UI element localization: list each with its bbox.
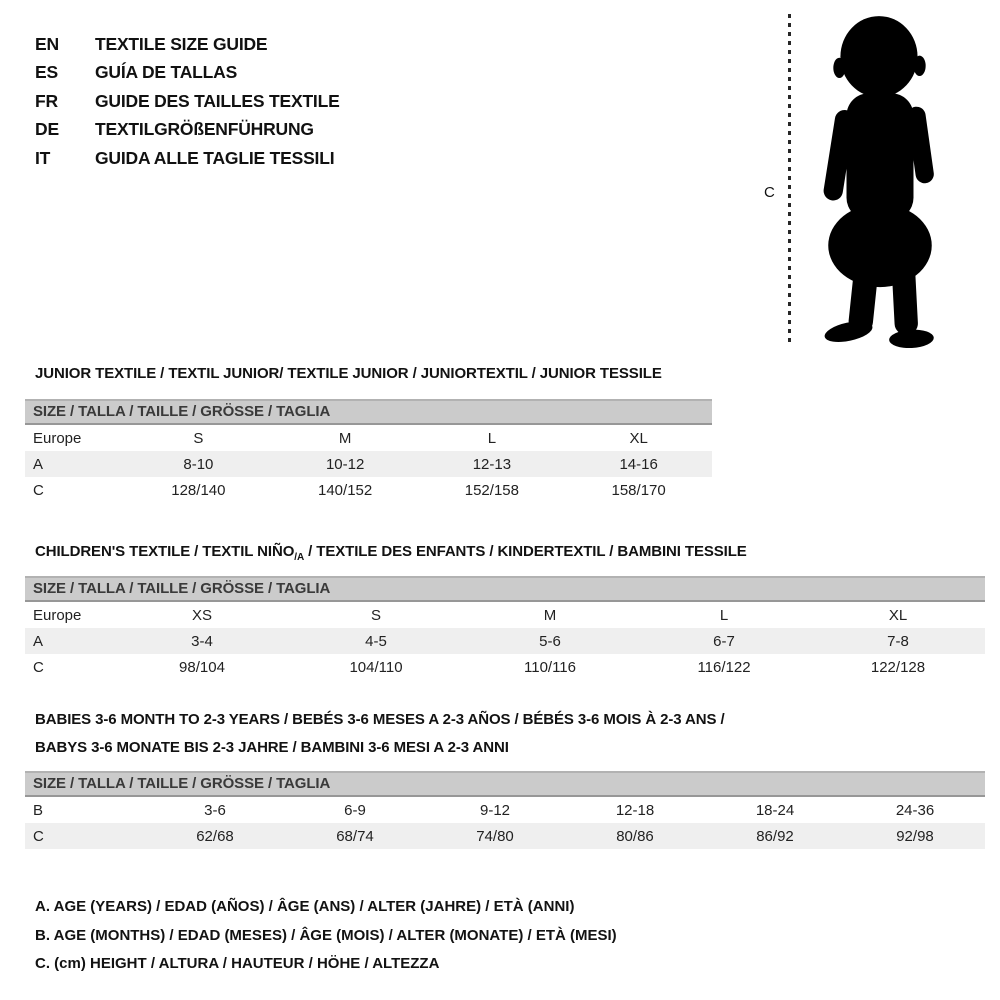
babies-size-table xyxy=(25,771,985,849)
size-cell: M xyxy=(543,606,557,624)
age-cell: 18-24 xyxy=(755,801,795,819)
table-row-height xyxy=(25,823,985,849)
note-b: B. AGE (MONTHS) / EDAD (MESES) / ÂGE (MOIS) / ALTER (MONATE) / ETÀ (MESI) xyxy=(35,926,617,944)
height-cell: 122/128 xyxy=(870,658,926,676)
size-header-bar: SIZE / TALLA / TAILLE / GRÖSSE / TAGLIA xyxy=(25,771,985,797)
height-cell: 128/140 xyxy=(171,481,226,499)
height-cell: 110/116 xyxy=(524,658,576,676)
row-label: C xyxy=(33,481,44,499)
babies-title-line2: BABYS 3-6 MONATE BIS 2-3 JAHRE / BAMBINI 3-6 MESI A 2-3 ANNI xyxy=(35,739,509,756)
age-cell: 6-9 xyxy=(344,801,366,819)
language-row xyxy=(35,30,340,59)
age-cell: 14-16 xyxy=(619,455,658,473)
size-cell: XL xyxy=(629,429,648,447)
language-title: TEXTILGRÖßENFÜHRUNG xyxy=(95,119,314,140)
section-title-babies xyxy=(35,706,835,762)
language-row xyxy=(35,116,340,145)
size-cell: M xyxy=(338,429,352,447)
note-c: C. (cm) HEIGHT / ALTURA / HAUTEUR / HÖHE / ALTEZZA xyxy=(35,955,440,972)
age-cell: 12-13 xyxy=(472,455,512,473)
table-row-age xyxy=(25,628,985,654)
height-cell: 68/74 xyxy=(336,827,374,845)
row-label: Europe xyxy=(33,429,82,447)
size-cell: L xyxy=(487,429,497,447)
height-measure-line xyxy=(788,14,791,346)
row-label: Europe xyxy=(33,606,82,624)
language-row xyxy=(35,59,340,88)
size-cell: L xyxy=(719,606,729,624)
height-cell: 86/92 xyxy=(756,827,794,845)
language-title: GUIDE DES TAILLES TEXTILE xyxy=(95,90,340,111)
note-a: A. AGE (YEARS) / EDAD (AÑOS) / ÂGE (ANS) / ALTER (JAHRE) / ETÀ (ANNI) xyxy=(35,898,575,915)
size-header-bar: SIZE / TALLA / TAILLE / GRÖSSE / TAGLIA xyxy=(25,399,712,425)
table-row-europe xyxy=(25,425,712,451)
age-cell: 12-18 xyxy=(615,801,655,819)
height-cell: 92/98 xyxy=(896,827,934,845)
row-label: C xyxy=(33,658,44,676)
size-header-bar: SIZE / TALLA / TAILLE / GRÖSSE / TAGLIA xyxy=(25,576,985,602)
height-cell: 152/158 xyxy=(464,481,519,499)
language-title: GUIDA ALLE TAGLIE TESSILI xyxy=(95,147,335,168)
size-cell: XL xyxy=(888,606,908,624)
table-row-age xyxy=(25,451,712,477)
height-measure-label: C xyxy=(764,184,775,201)
language-title: TEXTILE SIZE GUIDE xyxy=(95,33,268,54)
baby-silhouette-icon xyxy=(800,10,960,350)
language-code: DE xyxy=(35,119,59,140)
height-cell: 98/104 xyxy=(179,658,225,676)
age-cell: 24-36 xyxy=(895,801,935,819)
table-row-europe xyxy=(25,602,985,628)
age-cell: 4-5 xyxy=(365,632,387,650)
age-cell: 8-10 xyxy=(183,455,214,473)
size-cell: S xyxy=(193,429,204,447)
age-cell: 3-4 xyxy=(191,632,213,650)
height-cell: 158/170 xyxy=(611,481,666,499)
height-cell: 104/110 xyxy=(349,658,403,676)
size-cell: XS xyxy=(191,606,212,624)
age-cell: 6-7 xyxy=(713,632,735,650)
size-cell: S xyxy=(370,606,381,624)
height-cell: 80/86 xyxy=(616,827,654,845)
babies-title-line1: BABIES 3-6 MONTH TO 2-3 YEARS / BEBÉS 3-6 MESES A 2-3 AÑOS / BÉBÉS 3-6 MOIS À 2-3 ANS / xyxy=(35,711,725,728)
language-title: GUÍA DE TALLAS xyxy=(95,62,238,83)
language-code: ES xyxy=(35,62,58,83)
children-size-table xyxy=(25,576,985,680)
age-cell: 10-12 xyxy=(325,455,365,473)
language-row xyxy=(35,87,340,116)
table-row-height xyxy=(25,654,985,680)
age-cell: 3-6 xyxy=(204,801,226,819)
age-cell: 9-12 xyxy=(479,801,511,819)
language-list xyxy=(35,30,340,173)
age-cell: 5-6 xyxy=(539,632,561,650)
section-title-junior: JUNIOR TEXTILE / TEXTIL JUNIOR/ TEXTILE JUNIOR / JUNIORTEXTIL / JUNIOR TESSILE xyxy=(35,365,662,382)
section-title-children: CHILDREN'S TEXTILE / TEXTIL $NIÑO_{/A}$ / TEXTILE DES ENFANTS / KINDERTEXTIL / BAMBINI TESSILE xyxy=(35,543,747,563)
height-cell: 116/122 xyxy=(697,658,751,676)
row-label: B xyxy=(33,801,44,819)
language-row xyxy=(35,144,340,173)
language-code: FR xyxy=(35,90,58,111)
row-label: C xyxy=(33,827,44,845)
row-label: A xyxy=(33,632,44,650)
language-code: IT xyxy=(35,147,51,168)
language-code: EN xyxy=(35,33,59,54)
legend-notes xyxy=(35,893,617,979)
row-label: A xyxy=(33,455,44,473)
age-cell: 7-8 xyxy=(887,632,909,650)
table-row-height xyxy=(25,477,712,503)
height-cell: 74/80 xyxy=(476,827,514,845)
junior-size-table xyxy=(25,399,712,503)
table-row-age-months xyxy=(25,797,985,823)
height-cell: 62/68 xyxy=(196,827,234,845)
height-cell: 140/152 xyxy=(318,481,373,499)
